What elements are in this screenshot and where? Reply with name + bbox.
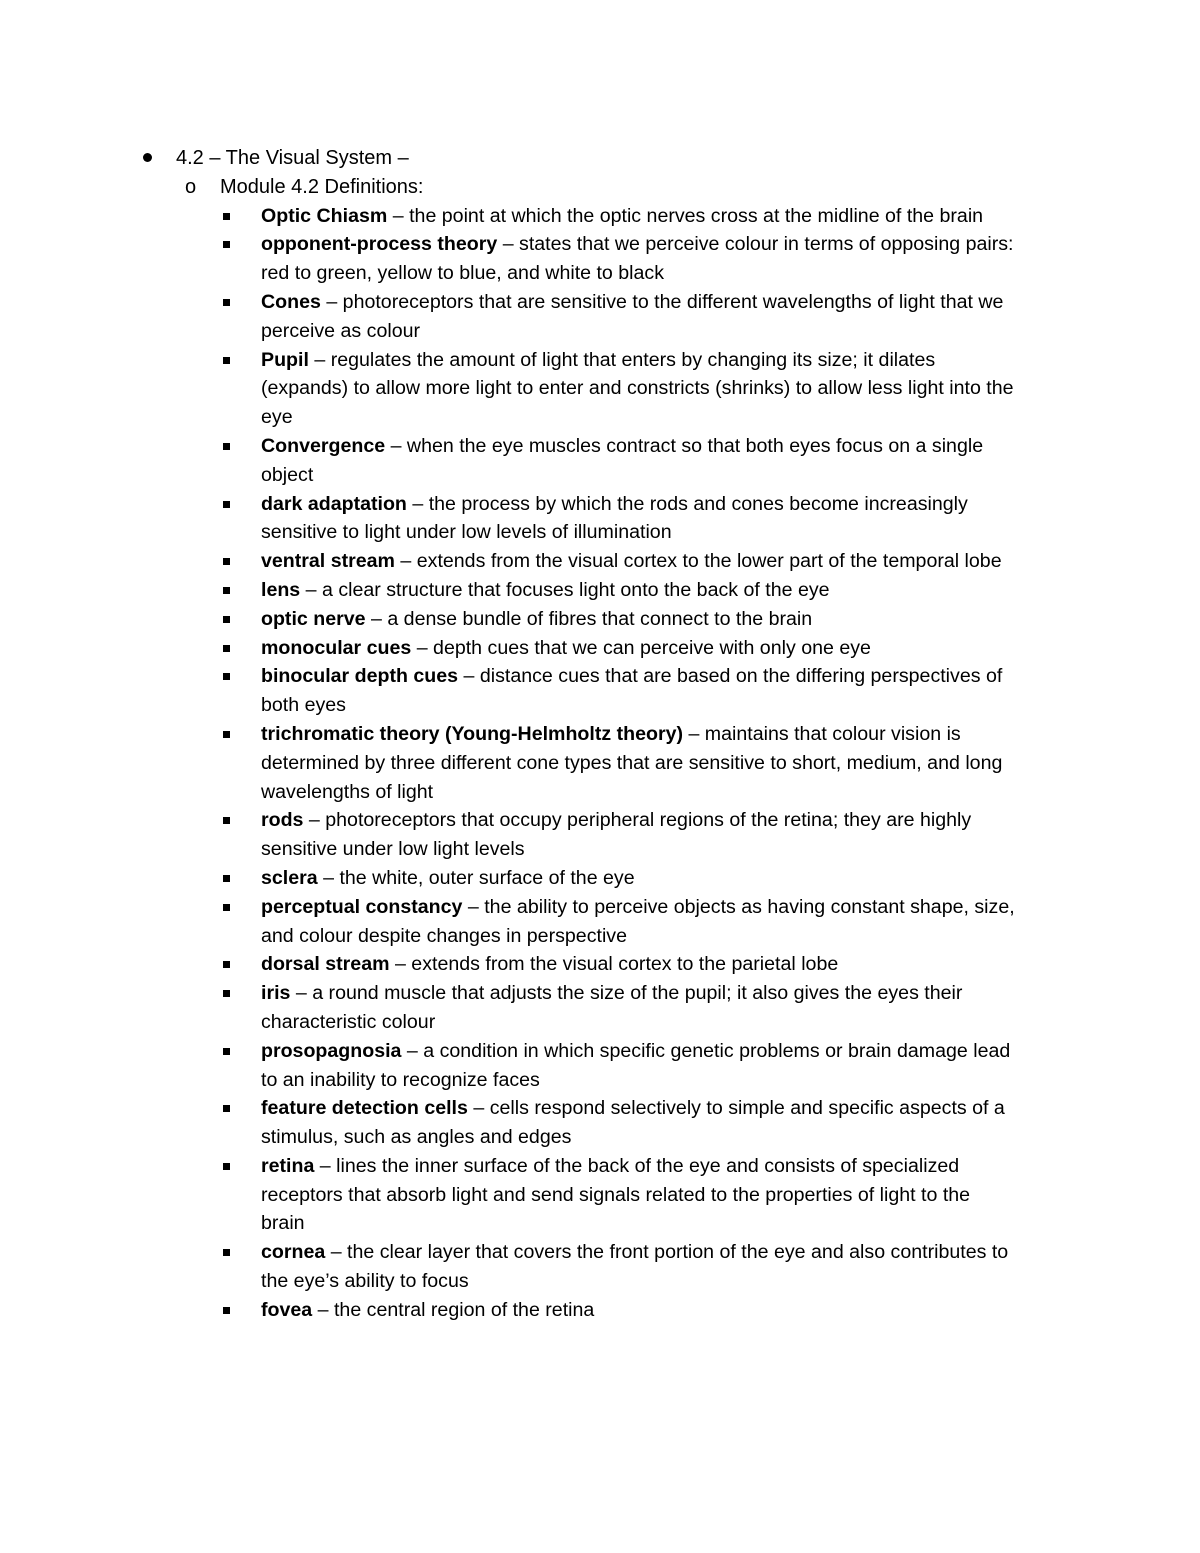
definition-text: – extends from the visual cortex to the parietal lobe [389, 953, 839, 976]
definition-term: Cones [261, 290, 321, 313]
square-bullet-icon [223, 443, 230, 450]
definition-text: – the point at which the optic nerves cross at the midline of the brain [387, 204, 984, 227]
definition-item [219, 490, 1019, 548]
definitions-list [219, 202, 1019, 1325]
module-title: Module 4.2 Definitions: [220, 175, 424, 198]
definition-text: – depth cues that we can perceive with only one eye [411, 636, 871, 659]
definition-term: fovea [261, 1298, 313, 1321]
square-bullet-icon [223, 673, 230, 680]
definition-term: retina [261, 1154, 315, 1177]
definition-term: cornea [261, 1241, 326, 1264]
definition-text: – the clear layer that covers the front portion of the eye and also contributes to the eye’s ability to focus [261, 1241, 1009, 1293]
definition-term: optic nerve [261, 607, 366, 630]
subsection-list [177, 173, 1103, 1325]
definition-term: Convergence [261, 434, 386, 457]
definition-term: trichromatic theory (Young-Helmholtz theory) [261, 722, 684, 745]
outline-list [142, 144, 1102, 1325]
definition-text: – the ability to perceive objects as having constant shape, size, and colour despite changes in perspective [261, 895, 1015, 947]
definition-item [219, 720, 1019, 806]
disc-bullet-icon [143, 153, 152, 162]
definition-text: – a clear structure that focuses light onto the back of the eye [300, 578, 830, 601]
definition-item [219, 634, 1019, 663]
square-bullet-icon [223, 1105, 230, 1112]
definition-text: – states that we perceive colour in terms of opposing pairs: red to green, yellow to blue, and white to black [261, 233, 1014, 285]
square-bullet-icon [223, 501, 230, 508]
definition-text: – a condition in which specific genetic problems or brain damage lead to an inability to recognize faces [261, 1039, 1011, 1091]
definition-term: perceptual constancy [261, 895, 463, 918]
square-bullet-icon [223, 1307, 230, 1314]
definition-text: – the process by which the rods and cones become increasingly sensitive to light under low levels of illumination [261, 492, 968, 544]
definition-item [219, 1037, 1019, 1095]
definition-text: – the white, outer surface of the eye [317, 866, 635, 889]
definition-term: rods [261, 809, 304, 832]
definition-text: – lines the inner surface of the back of the eye and consists of specialized receptors that absorb light and send signals related to the properties of light to the brain [261, 1154, 971, 1235]
definition-term: ventral stream [261, 550, 395, 573]
definition-term: opponent-process theory [261, 233, 498, 256]
definition-item [219, 576, 1019, 605]
definition-item [219, 202, 1019, 231]
definition-text: – distance cues that are based on the differing perspectives of both eyes [261, 665, 1003, 717]
square-bullet-icon [223, 1048, 230, 1055]
definition-text: – cells respond selectively to simple and specific aspects of a stimulus, such as angles and edges [261, 1097, 1005, 1149]
definition-item [219, 1296, 1019, 1325]
definition-item [219, 346, 1019, 432]
definition-text: – photoreceptors that occupy peripheral regions of the retina; they are highly sensitive under low light levels [261, 809, 972, 861]
definition-item [219, 864, 1019, 893]
definition-item [219, 230, 1019, 288]
square-bullet-icon [223, 616, 230, 623]
definition-text: – maintains that colour vision is determined by three different cone types that are sensitive to short, medium, and long wavelengths of light [261, 722, 1003, 803]
definition-term: prosopagnosia [261, 1039, 402, 1062]
definition-item [219, 1152, 1019, 1238]
square-bullet-icon [223, 961, 230, 968]
definition-item [219, 432, 1019, 490]
square-bullet-icon [223, 1249, 230, 1256]
circle-bullet-icon: o [185, 175, 197, 198]
definition-term: Pupil [261, 348, 309, 371]
section-heading: 4.2 – The Visual System – [176, 147, 409, 169]
square-bullet-icon [223, 904, 230, 911]
definition-term: lens [261, 578, 301, 601]
definition-term: monocular cues [261, 636, 412, 659]
definition-item [219, 1094, 1019, 1152]
definition-text: – a round muscle that adjusts the size of the pupil; it also gives the eyes their characteristic colour [261, 982, 963, 1033]
square-bullet-icon [223, 587, 230, 594]
square-bullet-icon [223, 645, 230, 652]
definition-item [219, 288, 1019, 346]
square-bullet-icon [223, 817, 230, 824]
definition-text: – the central region of the retina [312, 1298, 595, 1321]
square-bullet-icon [223, 1163, 230, 1170]
definition-term: sclera [261, 866, 318, 889]
square-bullet-icon [223, 213, 230, 220]
square-bullet-icon [223, 990, 230, 997]
definition-item [219, 1238, 1019, 1296]
definition-term: Optic Chiasm [261, 204, 388, 227]
definition-text: – regulates the amount of light that enters by changing its size; it dilates (expands) to allow more light to enter and constricts (shrinks) to allow less light into the eye [261, 348, 1014, 429]
definition-text: – photoreceptors that are sensitive to the different wavelengths of light that we perceive as colour [261, 290, 1004, 342]
square-bullet-icon [223, 357, 230, 364]
definition-text: – a dense bundle of fibres that connect to the brain [365, 607, 813, 630]
definition-text: – extends from the visual cortex to the lower part of the temporal lobe [394, 550, 1002, 573]
definition-term: dark adaptation [261, 492, 407, 515]
definition-term: binocular depth cues [261, 665, 459, 688]
section-item [142, 144, 1102, 1325]
definition-term: dorsal stream [261, 953, 390, 976]
definition-item [219, 950, 1019, 979]
definition-item [219, 547, 1019, 576]
square-bullet-icon [223, 875, 230, 882]
definition-item [219, 979, 1019, 1037]
square-bullet-icon [223, 299, 230, 306]
definition-item [219, 662, 1019, 720]
subsection-item [177, 173, 1103, 1325]
definition-item [219, 806, 1019, 864]
definition-term: feature detection cells [261, 1097, 468, 1120]
square-bullet-icon [223, 241, 230, 248]
definition-text: – when the eye muscles contract so that both eyes focus on a single object [261, 434, 984, 486]
square-bullet-icon [223, 558, 230, 565]
definition-item [219, 605, 1019, 634]
definition-item [219, 893, 1019, 951]
definition-term: iris [261, 982, 291, 1005]
square-bullet-icon [223, 731, 230, 738]
